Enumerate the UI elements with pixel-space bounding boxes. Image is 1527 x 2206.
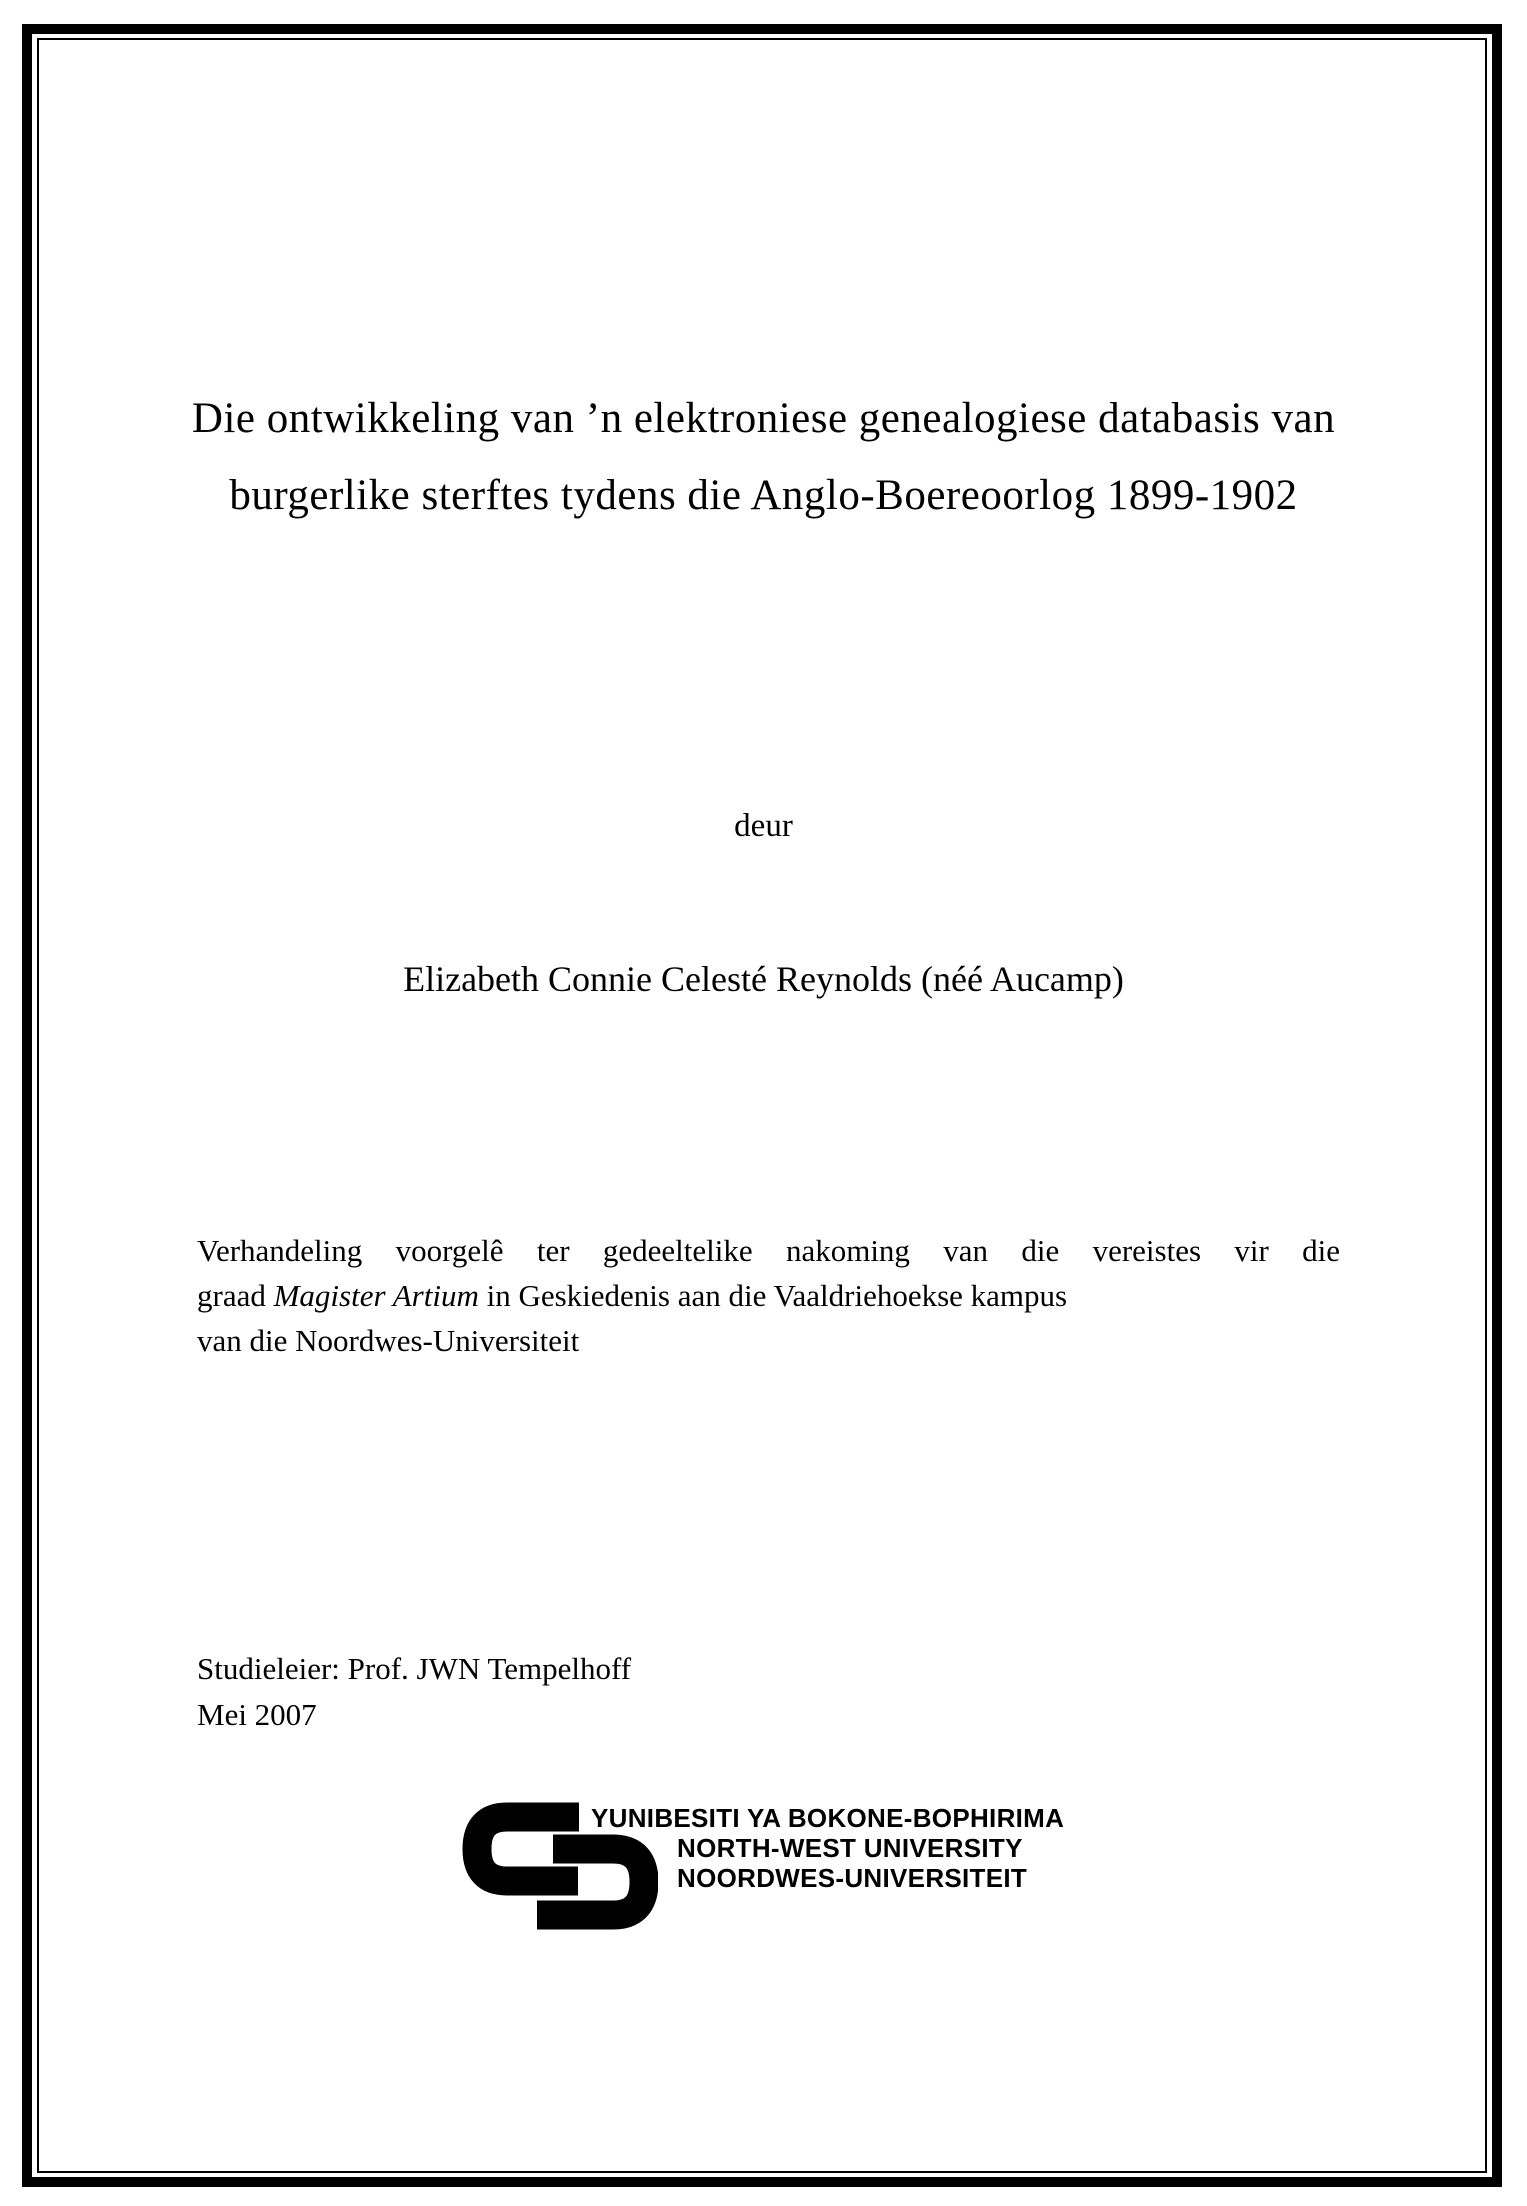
thesis-title [130, 380, 1397, 534]
degree-statement-line2-post: in Geskiedenis aan die Vaaldriehoekse kampus [478, 1278, 1068, 1313]
thesis-title-line2: burgerlike sterftes tydens die Anglo-Boereoorlog 1899-1902 [229, 472, 1298, 519]
university-wordmark [591, 1803, 1064, 1893]
degree-statement [197, 1228, 1340, 1363]
university-name-setswana: YUNIBESITI YA BOKONE-BOPHIRIMA [591, 1803, 1065, 1833]
author-name: Elizabeth Connie Celesté Reynolds (néé Aucamp) [403, 959, 1124, 999]
degree-statement-line2 [197, 1273, 1340, 1318]
degree-statement-line2-pre: graad [197, 1278, 274, 1313]
degree-name-italic: Magister Artium [273, 1278, 479, 1313]
supervisor-line: Studieleier: Prof. JWN Tempelhoff [197, 1651, 632, 1686]
byline: deur [734, 808, 793, 844]
thesis-title-line1: Die ontwikkeling van ’n elektroniese genealogiese databasis van [191, 395, 1336, 442]
degree-statement-line1: Verhandeling voorgelê ter gedeeltelike nakoming van die vereistes vir die [197, 1233, 1340, 1268]
degree-statement-line3: van die Noordwes-Universiteit [197, 1323, 580, 1358]
date-line: Mei 2007 [197, 1697, 317, 1732]
supervisor-and-date [197, 1646, 631, 1738]
university-name-english: NORTH-WEST UNIVERSITY [677, 1833, 1023, 1863]
university-name-afrikaans: NOORDWES-UNIVERSITEIT [677, 1863, 1028, 1893]
